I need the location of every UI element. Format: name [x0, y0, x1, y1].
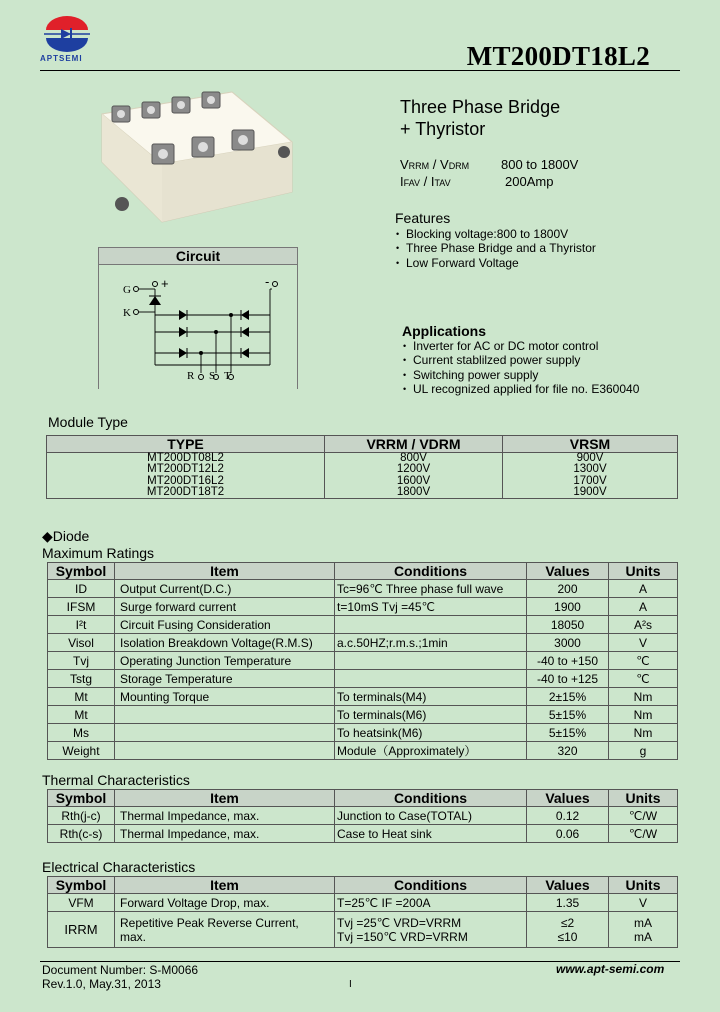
company-logo: [42, 14, 92, 54]
features-list: [394, 227, 596, 270]
table-row: IFSM Surge forward current t=10mS Tvj =45℃ 1900 A: [48, 598, 678, 616]
table-row: Mt Mounting Torque To terminals(M4) 2±15% Nm: [48, 688, 678, 706]
maximum-ratings-table: [47, 562, 678, 760]
page-number: I: [349, 979, 352, 990]
table-row: IRRM Repetitive Peak Reverse Current, max. Tvj =25℃ VRD=VRRM Tvj =150℃ VRD=VRRM ≤2 ≤10 mA mA: [48, 912, 678, 948]
circuit-box: [98, 247, 298, 389]
product-title-line1: Three Phase Bridge: [400, 97, 561, 117]
diode-title: ◆Diode: [42, 528, 90, 544]
revision: Rev.1.0, May.31, 2013: [42, 977, 161, 991]
vrrm-label: VRRM / VDRM: [400, 157, 470, 172]
table-row: Visol Isolation Breakdown Voltage(R.M.S) a.c.50HZ;r.m.s.;1min 3000 V: [48, 634, 678, 652]
table-header-row: [47, 436, 678, 453]
table-row: VFM Forward Voltage Drop, max. T=25℃ IF =200A 1.35 V: [48, 894, 678, 912]
electrical-title: Electrical Characteristics: [42, 859, 196, 875]
module-photo: [92, 82, 307, 230]
table-row: Tstg Storage Temperature -40 to +125 ℃: [48, 670, 678, 688]
maximum-ratings-title: Maximum Ratings: [42, 545, 155, 561]
table-row: Ms To heatsink(M6) 5±15% Nm: [48, 724, 678, 742]
electrical-table: [47, 876, 678, 948]
applications-title: Applications: [402, 323, 487, 339]
table-header-row: Symbol Item Conditions Values Units: [48, 790, 678, 807]
feature-item: • Blocking voltage:800 to 1800V: [394, 227, 596, 241]
thermal-title: Thermal Characteristics: [42, 772, 190, 788]
feature-item: • Low Forward Voltage: [394, 256, 596, 270]
part-number: MT200DT18L2: [466, 41, 650, 71]
table-row: I²t Circuit Fusing Consideration 18050 A²s: [48, 616, 678, 634]
col-vrsm: VRSM: [503, 436, 678, 453]
logo-text: APTSEMI: [40, 54, 83, 63]
table-row: Mt To terminals(M6) 5±15% Nm: [48, 706, 678, 724]
application-item: • Inverter for AC or DC motor control: [401, 339, 639, 353]
col-vrrm: VRRM / VDRM: [325, 436, 503, 453]
features-title: Features: [395, 210, 451, 226]
product-title-line2: + Thyristor: [400, 119, 486, 139]
application-item: • Switching power supply: [401, 368, 639, 382]
application-item: • Current stablilzed power supply: [401, 353, 639, 367]
circuit-title: Circuit: [99, 248, 297, 265]
application-item: • UL recognized applied for file no. E360040: [401, 382, 639, 396]
circuit-label-s: S: [209, 370, 216, 382]
table-row: MT200DT08L2 800V 900V: [47, 453, 678, 465]
header-divider: [40, 70, 680, 71]
circuit-label-k: K: [123, 307, 131, 319]
thermal-table: [47, 789, 678, 843]
circuit-label-plus: +: [161, 276, 169, 291]
module-type-table: [46, 435, 678, 499]
col-type: TYPE: [47, 436, 325, 453]
table-row: MT200DT18T2 1800V 1900V: [47, 487, 678, 499]
vrrm-value: 800 to 1800V: [501, 157, 579, 172]
ifav-value: 200Amp: [505, 174, 554, 189]
circuit-label-t: T: [224, 370, 231, 382]
table-row: MT200DT16L2 1600V 1700V: [47, 476, 678, 488]
circuit-label-r: R: [187, 370, 195, 382]
table-row: ID Output Current(D.C.) Tc=96℃ Three phase full wave 200 A: [48, 580, 678, 598]
table-row: Tvj Operating Junction Temperature -40 to +150 ℃: [48, 652, 678, 670]
website-link[interactable]: www.apt-semi.com: [556, 962, 665, 976]
circuit-label-g: G: [123, 284, 131, 296]
table-row: Rth(c-s) Thermal Impedance, max. Case to Heat sink 0.06 ℃/W: [48, 825, 678, 843]
table-header-row: Symbol Item Conditions Values Units: [48, 563, 678, 580]
feature-item: • Three Phase Bridge and a Thyristor: [394, 241, 596, 255]
table-row: MT200DT12L2 1200V 1300V: [47, 464, 678, 476]
table-row: Rth(j-c) Thermal Impedance, max. Junction to Case(TOTAL) 0.12 ℃/W: [48, 807, 678, 825]
module-type-title: Module Type: [48, 414, 128, 430]
table-row: Weight Module（Approximately） 320 g: [48, 742, 678, 760]
table-header-row: Symbol Item Conditions Values Units: [48, 877, 678, 894]
document-number: Document Number: S-M0066: [42, 963, 199, 977]
product-title: [400, 96, 560, 140]
circuit-label-minus: -: [265, 274, 270, 289]
applications-list: [401, 339, 639, 396]
ifav-label: IFAV / ITAV: [400, 174, 451, 189]
